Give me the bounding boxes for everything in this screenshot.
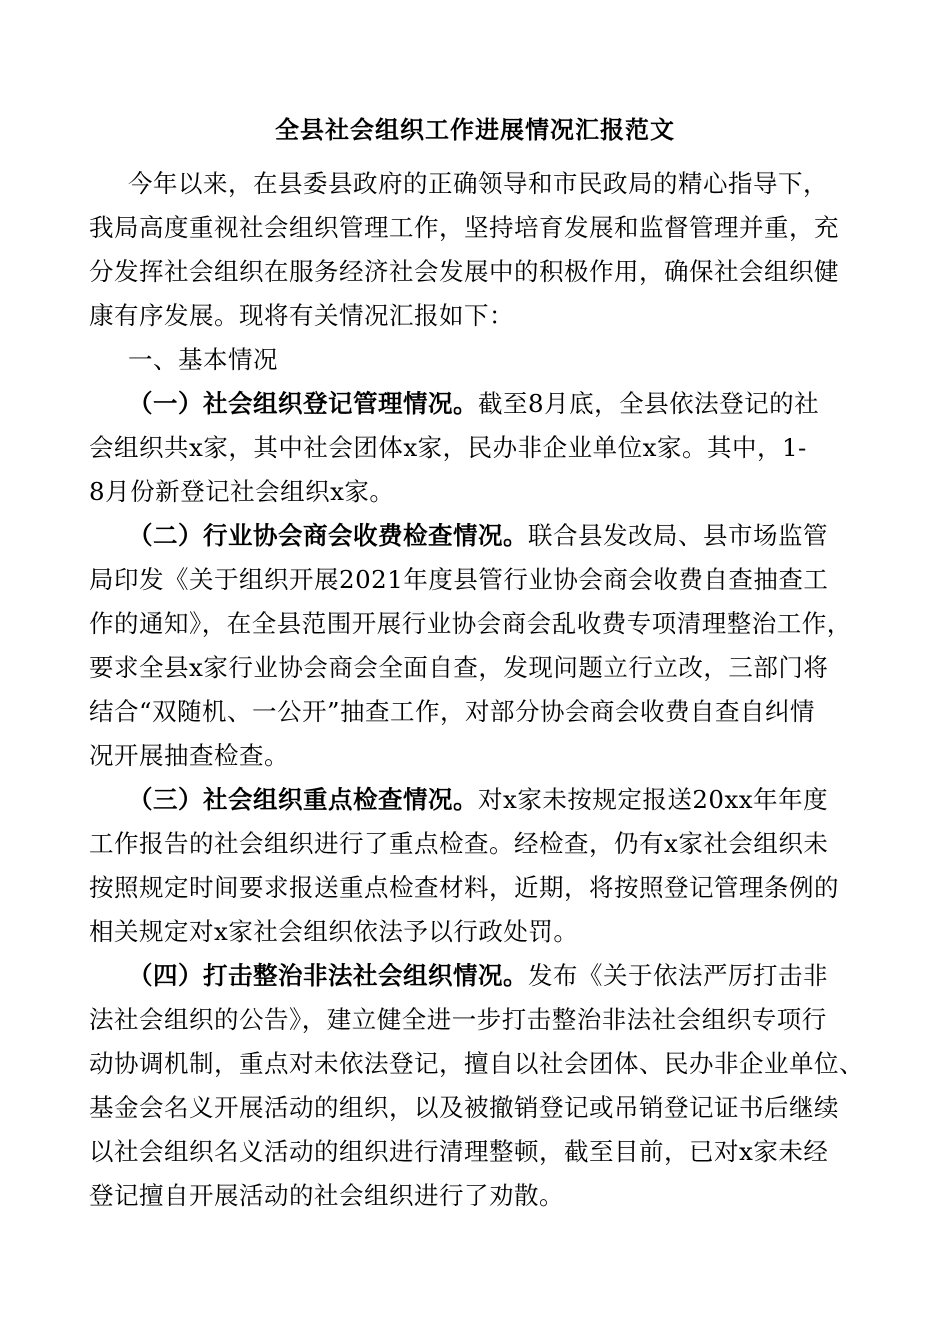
item4-line-2: 法社会组织的公告》，建立健全进一步打击整治非法社会组织专项行: [89, 1005, 827, 1034]
item2-line-4: 要求全县x家行业协会商会全面自查，发现问题立行立改，三部门将: [89, 653, 829, 682]
item2-text-1: 联合县发改局、县市场监管: [528, 521, 828, 550]
item1-line-2: 会组织共x家，其中社会团体x家，民办非企业单位x家。其中，1-: [89, 433, 807, 462]
section-heading-basic: 一、基本情况: [128, 345, 278, 374]
item4-line-3: 动协调机制，重点对未依法登记，擅自以社会团体、民办非企业单位、: [89, 1049, 864, 1078]
item3-text-1: 对x家未按规定报送20xx年年度: [478, 785, 829, 814]
item1-text-1: 截至8月底，全县依法登记的社: [478, 389, 820, 418]
item2-line-2: 局印发《关于组织开展2021年度县管行业协会商会收费自查抽查工: [89, 565, 829, 594]
intro-line-3: 分发挥社会组织在服务经济社会发展中的积极作用，确保社会组织健: [89, 257, 839, 286]
intro-line-2: 我局高度重视社会组织管理工作，坚持培育发展和监督管理并重，充: [89, 213, 839, 242]
item2-line-5: 结合“双随机、一公开”抽查工作，对部分协会商会收费自查自纠情: [89, 697, 816, 726]
item4-line-1: [128, 954, 828, 998]
item4-heading: （四）打击整治非法社会组织情况。: [128, 961, 528, 990]
item3-line-3: 按照规定时间要求报送重点检查材料，近期，将按照登记管理条例的: [89, 873, 839, 902]
item4-line-4: 基金会名义开展活动的组织，以及被撤销登记或吊销登记证书后继续: [89, 1093, 839, 1122]
item4-line-5: 以社会组织名义活动的组织进行清理整顿，截至目前，已对x家未经: [89, 1137, 829, 1166]
item2-line-1: [128, 514, 828, 558]
item1-heading: （一）社会组织登记管理情况。: [128, 389, 478, 418]
item2-line-3: 作的通知》，在全县范围开展行业协会商会乱收费专项清理整治工作，: [89, 609, 852, 638]
intro-line-4: 康有序发展。现将有关情况汇报如下：: [89, 301, 514, 330]
intro-line-1: 今年以来，在县委县政府的正确领导和市民政局的精心指导下，: [128, 169, 828, 198]
item3-line-1: [128, 778, 828, 822]
item4-text-1: 发布《关于依法严厉打击非: [528, 961, 828, 990]
item2-heading: （二）行业协会商会收费检查情况。: [128, 521, 528, 550]
item3-heading: （三）社会组织重点检查情况。: [128, 785, 478, 814]
item4-line-6: 登记擅自开展活动的社会组织进行了劝散。: [89, 1181, 564, 1210]
item2-line-6: 况开展抽查检查。: [89, 741, 289, 770]
item3-line-2: 工作报告的社会组织进行了重点检查。经检查，仍有x家社会组织未: [89, 829, 829, 858]
item1-line-1: [128, 382, 819, 426]
item3-line-4: 相关规定对x家社会组织依法予以行政处罚。: [89, 917, 579, 946]
item1-line-3: 8月份新登记社会组织x家。: [89, 477, 395, 506]
document-title: 全县社会组织工作进展情况汇报范文: [275, 115, 675, 144]
